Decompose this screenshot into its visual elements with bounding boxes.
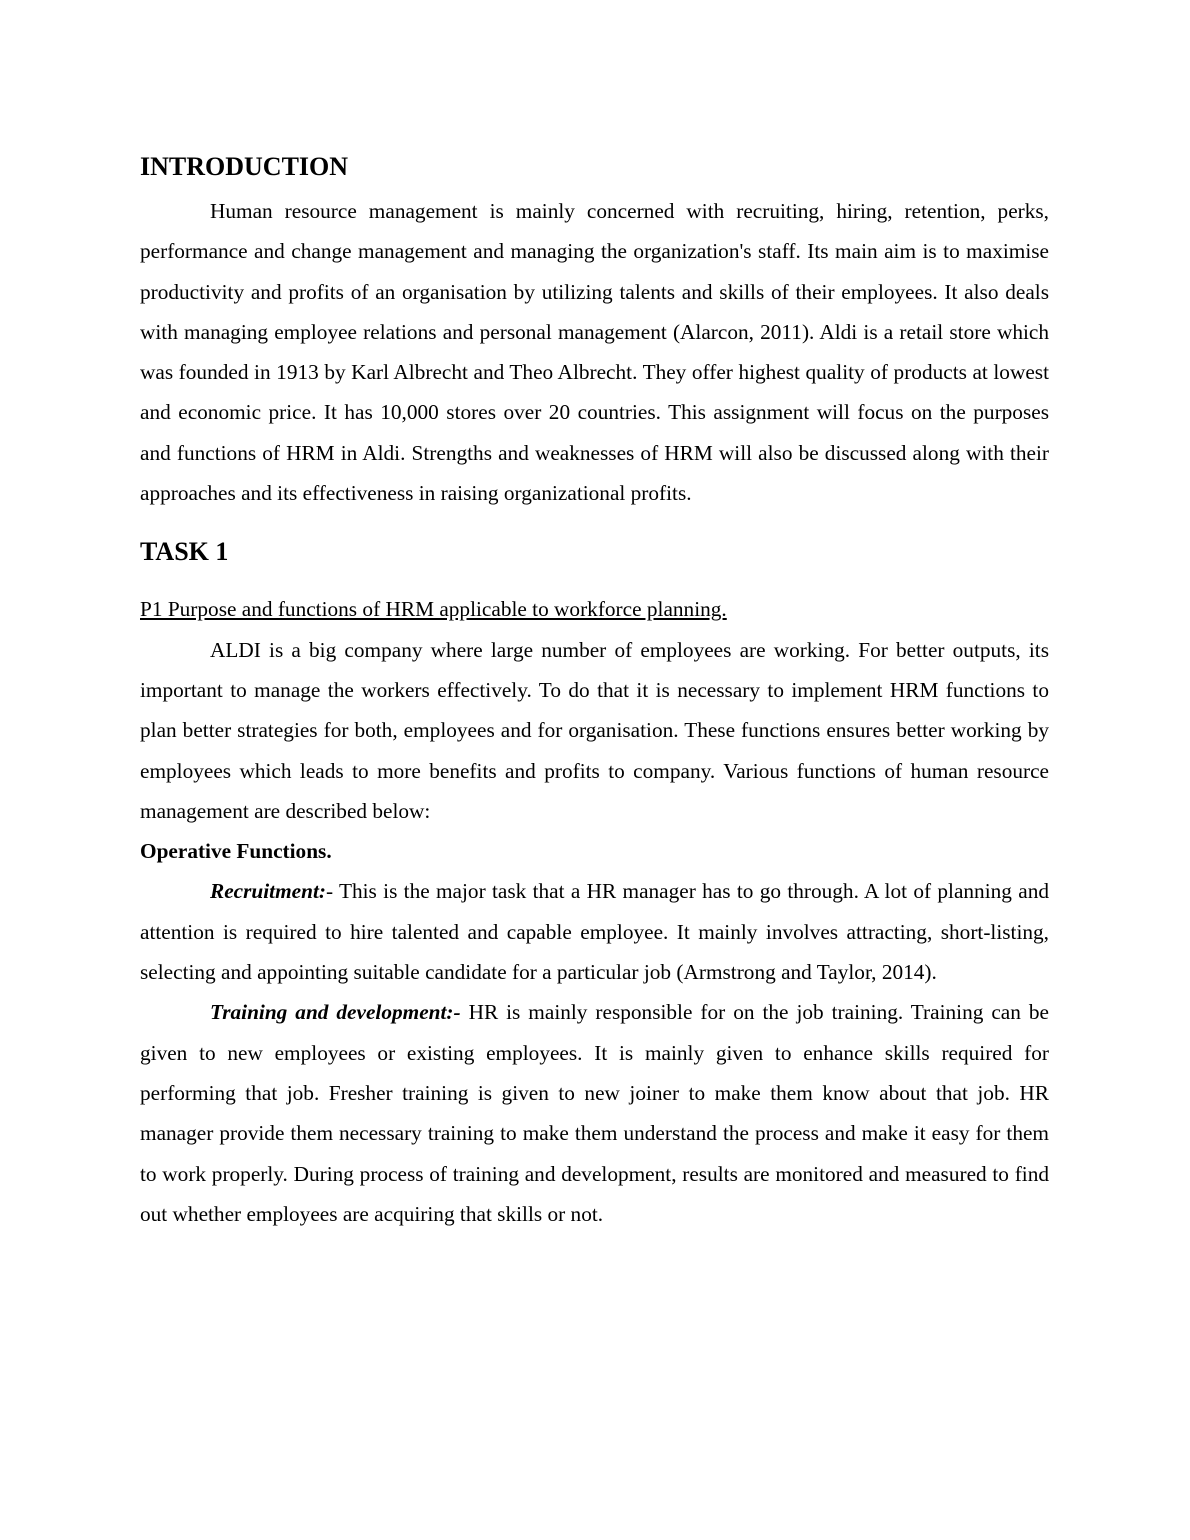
intro-paragraph: Human resource management is mainly concerned with recruiting, hiring, retention, perks, performance and change management and managing the organization's staff. Its main aim is to maximise productivity and profits of an organisation by utilizing talents and skills of their employees. It also deals with managing employee relations and personal management (Alarcon, 2011). Aldi is a retail store which was founded in 1913 by Karl Albrecht and Theo Albrecht. They offer highest quality of products at lowest and economic price. It has 10,000 stores over 20 countries. This assignment will focus on the purposes and functions of HRM in Aldi. Strengths and weaknesses of HRM will also be discussed along with their approaches and its effectiveness in raising organizational profits. — [140, 199, 1049, 506]
training-paragraph — [140, 992, 1049, 1234]
task1-paragraph: ALDI is a big company where large number of employees are working. For better outputs, its important to manage the workers effectively. To do that it is necessary to implement HRM functions to plan better strategies for both, employees and for organisation. These functions ensures better working by employees which leads to more benefits and profits to company. Various functions of human resource management are described below: — [140, 637, 1049, 823]
task1-heading: TASK 1 — [140, 537, 229, 567]
document-page — [140, 148, 1049, 1234]
recruitment-paragraph — [140, 871, 1049, 992]
recruitment-text: - This is the major task that a HR manager has to go through. A lot of planning and attention is required to hire talented and capable employee. It mainly involves attracting, short-listing, selecting and appointing suitable candidate for a particular job (Armstrong and Taylor, 2014). — [140, 879, 1049, 985]
recruitment-term: Recruitment: — [210, 879, 326, 904]
operative-functions-heading: Operative Functions. — [140, 839, 332, 864]
p1-subheading: P1 Purpose and functions of HRM applicable to workforce planning. — [140, 597, 727, 622]
intro-heading: INTRODUCTION — [140, 152, 349, 181]
training-text: HR is mainly responsible for on the job training. Training can be given to new employees or existing employees. It is mainly given to enhance skills required for performing that job. Fresher training is given to new joiner to make them know about that job. HR manager provide them necessary training to make them understand the process and make it easy for them to work properly. During process of training and development, results are monitored and measured to find out whether employees are acquiring that skills or not. — [140, 1000, 1049, 1226]
training-term: Training and development:- — [210, 1000, 461, 1025]
